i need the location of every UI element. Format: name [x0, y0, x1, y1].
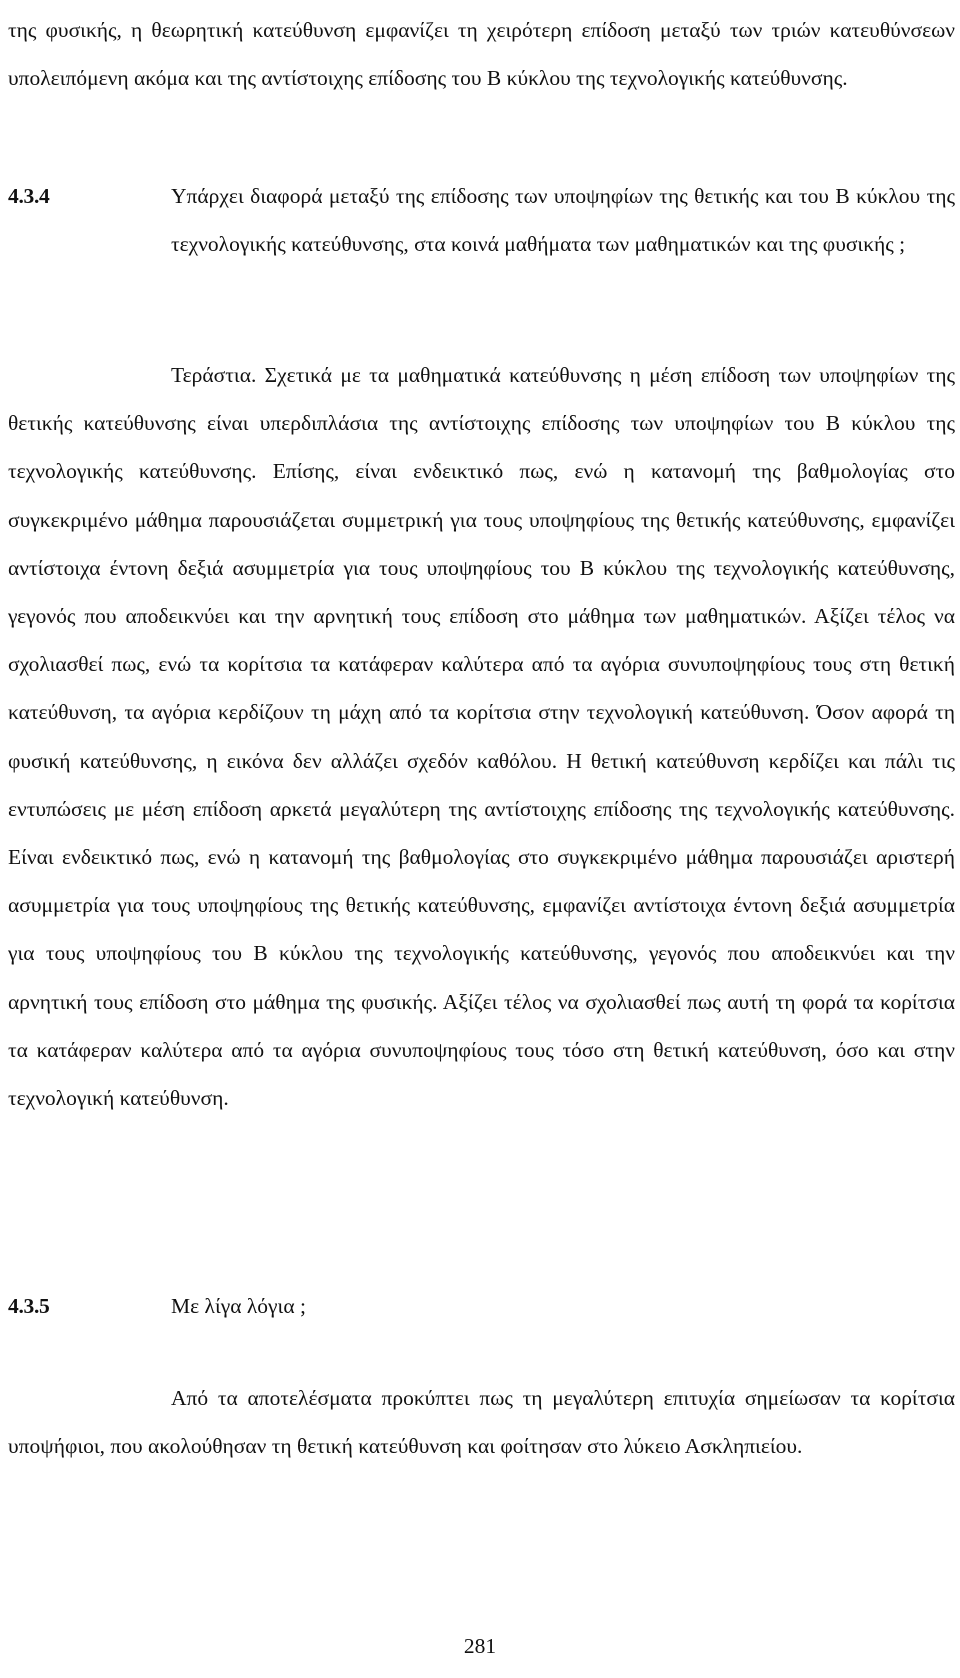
page-number: 281	[463, 1634, 497, 1658]
continuation-paragraph: της φυσικής, η θεωρητική κατεύθυνση εμφανίζει τη χειρότερη επίδοση μεταξύ των τριών κατευθύνσεων υπολειπόμενη ακόμα και της αντίστοιχης επίδοσης του Β κύκλου της τεχνολογικής κατεύθυνσης.	[8, 18, 955, 91]
section-number: 4.3.5	[8, 1294, 50, 1318]
section-title: Με λίγα λόγια ;	[171, 1294, 306, 1318]
section-heading-4-3-4	[8, 172, 955, 317]
section-body-paragraph: Τεράστια. Σχετικά με τα μαθηματικά κατεύθυνσης η μέση επίδοση των υποψηφίων της θετικής κατεύθυνσης είναι υπερδιπλάσια της αντίστοιχης επίδοσης των υποψηφίων του Β κύκλου της τεχνολογικής κατεύθυνσης. Επίσης, είναι ενδεικτικό πως, ενώ η κατανομή της βαθμολογίας στο συγκεκριμένο μάθημα παρουσιάζεται συμμετρική για τους υποψηφίους της θετικής κατεύθυνσης, εμφανίζει αντίστοιχα έντονη δεξιά ασυμμετρία για τους υποψηφίους του Β κύκλου της τεχνολογικής κατεύθυνσης, γεγονός που αποδεικνύει και την αρνητική τους επίδοση στο μάθημα των μαθηματικών. Αξίζει τέλος να σχολιασθεί πως, ενώ τα κορίτσια τα κατάφεραν καλύτερα από τα αγόρια συνυποψηφίους τους στη θετική κατεύθυνση, τα αγόρια κερδίζουν τη μάχη από τα κορίτσια στην τεχνολογική κατεύθυνση. Όσον αφορά τη φυσική κατεύθυνσης, η εικόνα δεν αλλάζει σχεδόν καθόλου. Η θετική κατεύθυνση κερδίζει και πάλι τις εντυπώσεις με μέση επίδοση αρκετά μεγαλύτερη της αντίστοιχης επίδοσης της τεχνολογικής κατεύθυνσης. Είναι ενδεικτικό πως, ενώ η κατανομή της βαθμολογίας στο συγκεκριμένο μάθημα παρουσιάζει αριστερή ασυμμετρία για τους υποψηφίους της θετικής κατεύθυνσης, εμφανίζει αντίστοιχα έντονη δεξιά ασυμμετρία για τους υποψηφίους του Β κύκλου της τεχνολογικής κατεύθυνσης, γεγονός που αποδεικνύει και την αρνητική τους επίδοση στο μάθημα της φυσικής. Αξίζει τέλος να σχολιασθεί πως αυτή τη φορά τα κορίτσια τα κατάφεραν καλύτερα από τα αγόρια συνυποψηφίους τους τόσο στη θετική κατεύθυνση, όσο και στην τεχνολογική κατεύθυνση.	[8, 363, 955, 1111]
section-body-paragraph: Από τα αποτελέσματα προκύπτει πως τη μεγαλύτερη επιτυχία σημείωσαν τα κορίτσια υποψήφιοι, που ακολούθησαν τη θετική κατεύθυνση και φοίτησαν στο λύκειο Ασκληπιείου.	[8, 1386, 955, 1459]
section-number: 4.3.4	[8, 184, 50, 208]
section-title: Υπάρχει διαφορά μεταξύ της επίδοσης των υποψηφίων της θετικής και του Β κύκλου της τεχνολογικής κατεύθυνσης, στα κοινά μαθήματα των μαθηματικών και της φυσικής ;	[171, 184, 955, 257]
section-heading-4-3-5	[8, 1282, 955, 1330]
